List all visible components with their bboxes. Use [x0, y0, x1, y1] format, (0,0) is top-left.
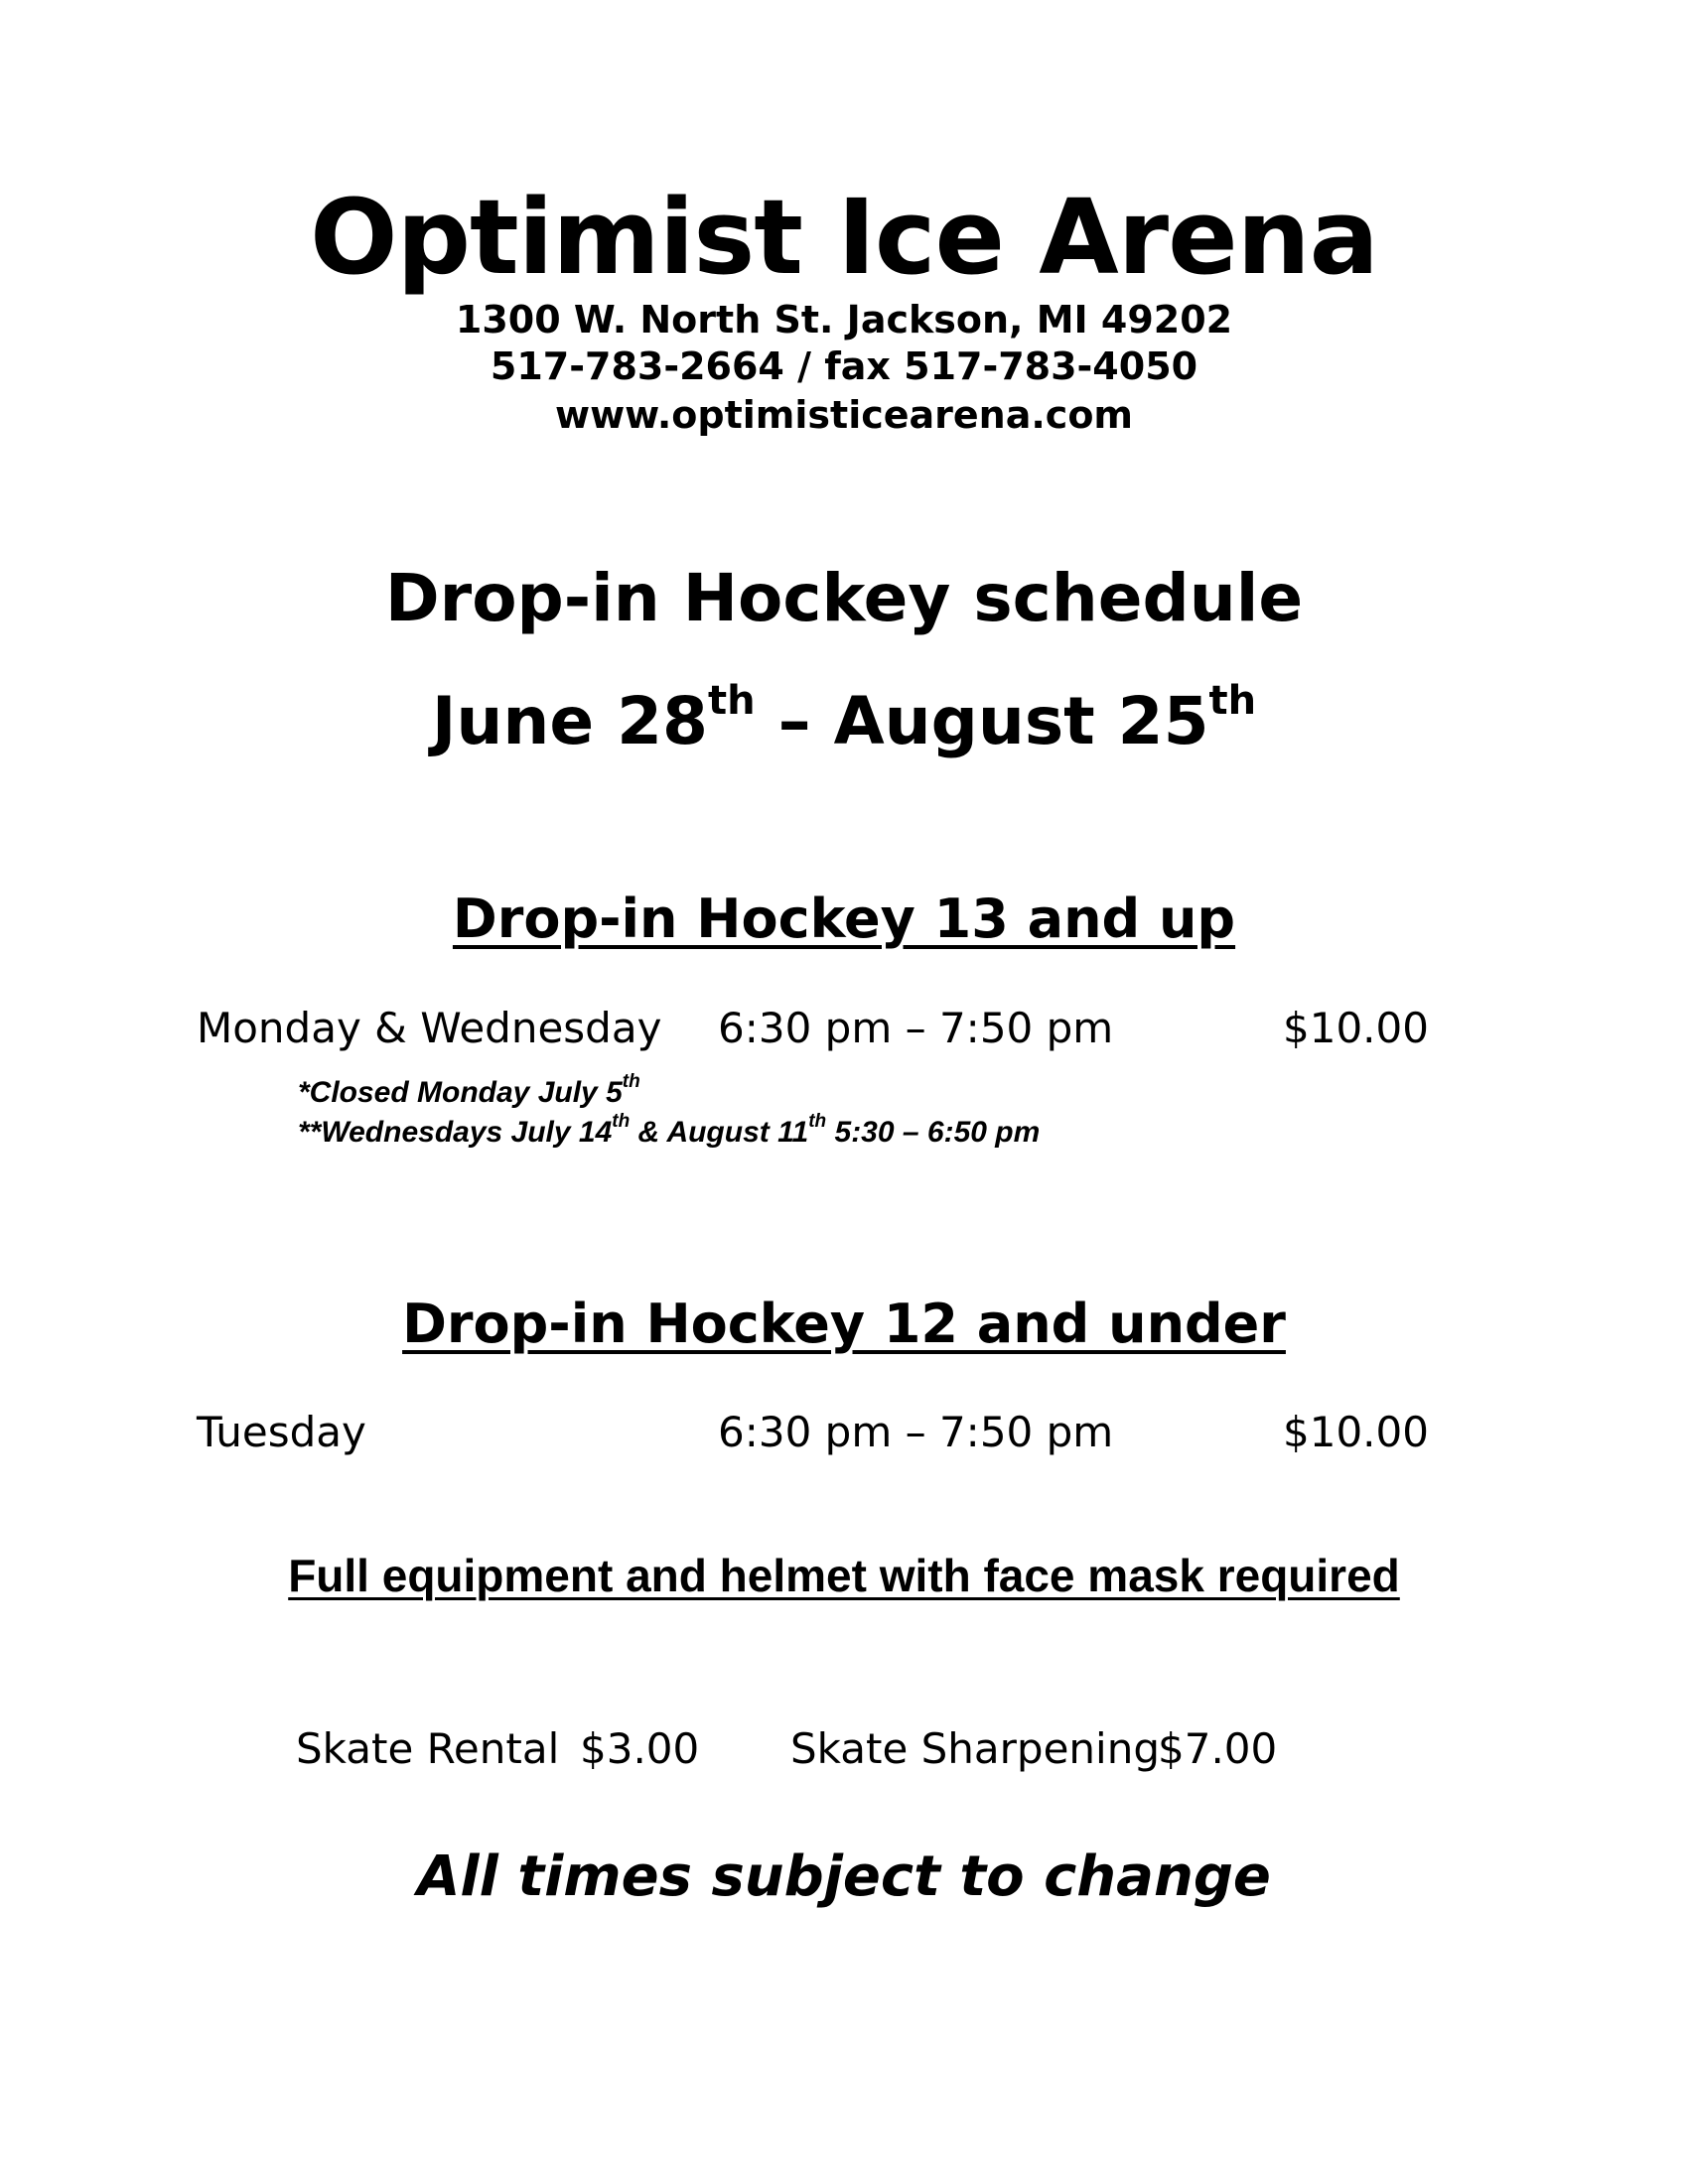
- closure-note-suffix: th: [622, 1070, 640, 1092]
- end-date-suffix: th: [1208, 678, 1257, 724]
- skate-rental-price: $3.00: [580, 1724, 700, 1773]
- time-change-note: [298, 1110, 1041, 1150]
- arena-address: 1300 W. North St. Jackson, MI 49202: [455, 298, 1233, 341]
- end-date: August 25: [833, 683, 1209, 759]
- section-heading-13-and-up: Drop-in Hockey 13 and up: [452, 887, 1236, 950]
- closure-note: [298, 1070, 640, 1110]
- youth-time: 6:30 pm – 7:50 pm: [718, 1408, 1114, 1456]
- schedule-title: Drop-in Hockey schedule: [384, 560, 1304, 636]
- arena-website: www.optimisticearena.com: [554, 393, 1134, 437]
- time-change-note-part3: 5:30 – 6:50 pm: [826, 1116, 1041, 1149]
- adult-price: $10.00: [1283, 1004, 1429, 1052]
- adult-time: 6:30 pm – 7:50 pm: [718, 1004, 1114, 1052]
- skate-sharpening-label: Skate Sharpening: [790, 1724, 1160, 1773]
- equipment-requirement: Full equipment and helmet with face mask required: [288, 1550, 1400, 1601]
- adult-days: Monday & Wednesday: [197, 1004, 662, 1052]
- disclaimer: All times subject to change: [417, 1844, 1271, 1909]
- time-change-note-part1: **Wednesdays July 14: [298, 1116, 613, 1149]
- date-separator: –: [755, 683, 834, 759]
- youth-price: $10.00: [1283, 1408, 1429, 1456]
- skate-sharpening-price: $7.00: [1158, 1724, 1278, 1773]
- start-date-suffix: th: [707, 678, 756, 724]
- closure-note-text: *Closed Monday July 5: [298, 1076, 623, 1109]
- schedule-date-range: [0, 678, 1688, 759]
- skate-rental-label: Skate Rental: [296, 1724, 560, 1773]
- arena-phone: 517-783-2664 / fax 517-783-4050: [490, 344, 1198, 388]
- time-change-note-suffix1: th: [612, 1110, 631, 1132]
- youth-days: Tuesday: [197, 1408, 366, 1456]
- time-change-note-part2: & August 11: [630, 1116, 809, 1149]
- section-heading-12-and-under: Drop-in Hockey 12 and under: [402, 1293, 1286, 1355]
- start-date: June 28: [431, 683, 708, 759]
- time-change-note-suffix2: th: [808, 1110, 827, 1132]
- arena-title: Optimist Ice Arena: [310, 177, 1378, 298]
